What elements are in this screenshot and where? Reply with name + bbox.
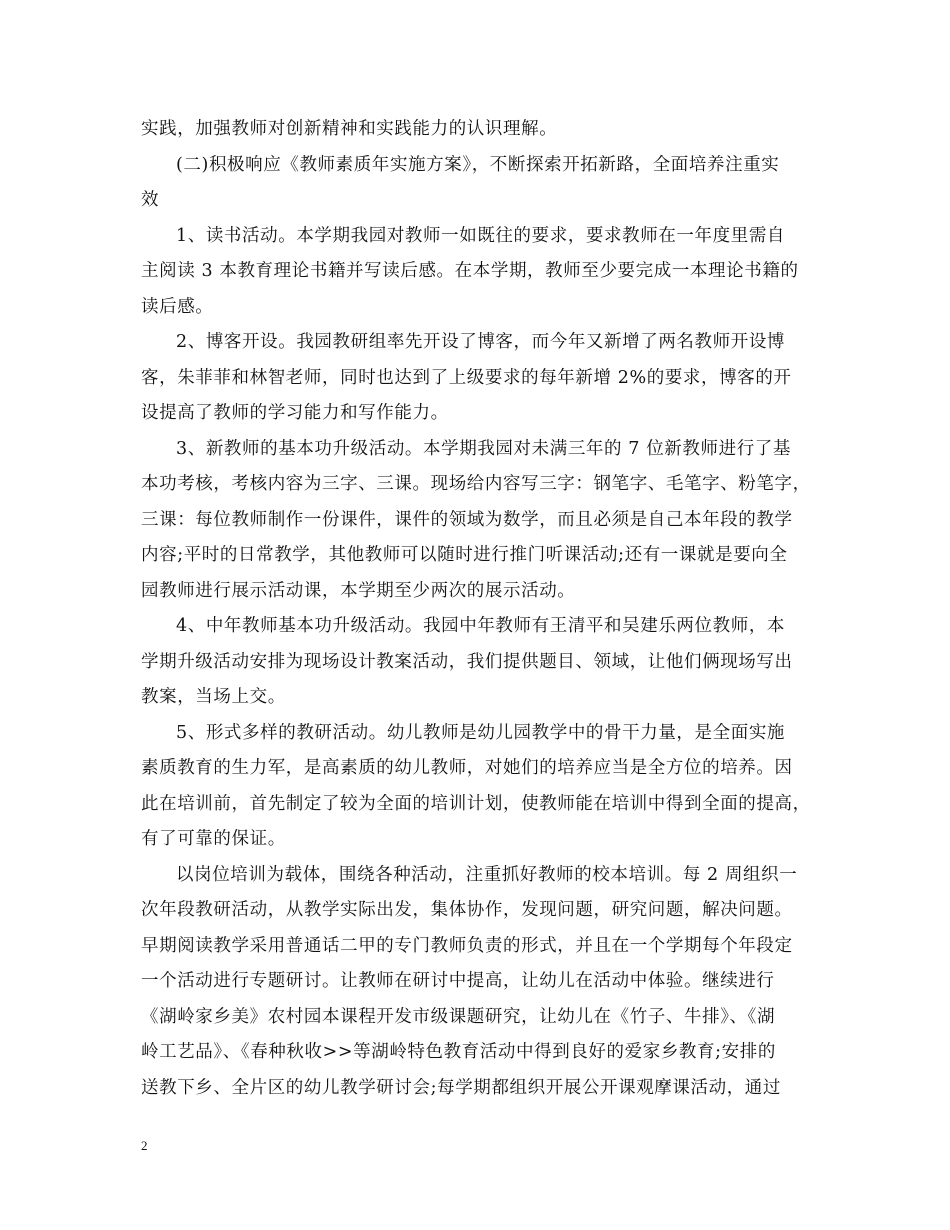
text-line-14: 园教师进行展示活动课，本学期至少两次的展示活动。 <box>141 581 576 601</box>
text-line-19: 素质教育的生力军，是高素质的幼儿教师，对她们的培养应当是全方位的培养。因 <box>141 758 793 778</box>
text-line-11: 本功考核，考核内容为三字、三课。现场给内容写三字：钢笔字、毛笔字、粉笔字， <box>141 474 811 494</box>
text-line-2: (二)积极响应《教师素质年实施方案》，不断探索开拓新路，全面培养注重实 <box>176 155 780 175</box>
text-line-26: 《湖岭家乡美》农村园本课程开发市级课题研究，让幼儿在《竹子、牛排》、《湖 <box>141 1007 776 1027</box>
text-line-3: 效 <box>141 190 160 210</box>
text-line-24: 早期阅读教学采用普通话二甲的专门教师负责的形式，并且在一个学期每个年段定 <box>141 936 793 956</box>
text-line-23: 次年段教研活动，从教学实际出发，集体协作，发现问题，研究问题，解决问题。 <box>141 900 793 920</box>
text-line-9: 设提高了教师的学习能力和写作能力。 <box>141 403 449 423</box>
page-number: 2 <box>141 1138 148 1153</box>
text-line-25: 一个活动进行专题研讨。让教师在研讨中提高，让幼儿在活动中体验。继续进行 <box>141 971 775 991</box>
text-line-27: 岭工艺品》、《春种秋收>>等湖岭特色教育活动中得到良好的爱家乡教育;安排的 <box>141 1042 776 1062</box>
text-line-12: 三课：每位教师制作一份课件，课件的领域为数学，而且必须是自己本年段的教学 <box>141 510 793 530</box>
text-line-16: 学期升级活动安排为现场设计教案活动，我们提供题目、领域，让他们俩现场写出 <box>141 652 793 672</box>
text-line-22: 以岗位培训为载体，围绕各种活动，注重抓好教师的校本培训。每 2 周组织一 <box>176 865 798 885</box>
text-line-20: 此在培训前，首先制定了较为全面的培训计划，使教师能在培训中得到全面的提高， <box>141 794 811 814</box>
text-line-17: 教案，当场上交。 <box>141 687 286 707</box>
text-line-13: 内容;平时的日常教学，其他教师可以随时进行推门听课活动;还有一课就是要向全 <box>141 545 788 565</box>
text-line-21: 有了可靠的保证。 <box>141 829 286 849</box>
text-line-4: 1、读书活动。本学期我园对教师一如既往的要求，要求教师在一年度里需自 <box>176 226 786 246</box>
text-line-10: 3、新教师的基本功升级活动。本学期我园对未满三年的 7 位新教师进行了基 <box>176 439 791 459</box>
text-line-1: 实践，加强教师对创新精神和实践能力的认识理解。 <box>141 119 558 139</box>
text-line-18: 5、形式多样的教研活动。幼儿教师是幼儿园教学中的骨干力量，是全面实施 <box>176 723 786 743</box>
text-line-7: 2、博客开设。我园教研组率先开设了博客，而今年又新增了两名教师开设博 <box>176 332 786 352</box>
text-line-15: 4、中年教师基本功升级活动。我园中年教师有王清平和吴建乐两位教师，本 <box>176 616 786 636</box>
text-line-5: 主阅读 3 本教育理论书籍并写读后感。在本学期，教师至少要完成一本理论书籍的 <box>141 261 799 281</box>
text-line-28: 送教下乡、全片区的幼儿教学研讨会;每学期都组织开展公开课观摩课活动，通过 <box>141 1078 781 1098</box>
text-line-8: 客，朱菲菲和林智老师，同时也达到了上级要求的每年新增 2%的要求，博客的开 <box>141 368 792 388</box>
text-line-6: 读后感。 <box>141 297 214 317</box>
